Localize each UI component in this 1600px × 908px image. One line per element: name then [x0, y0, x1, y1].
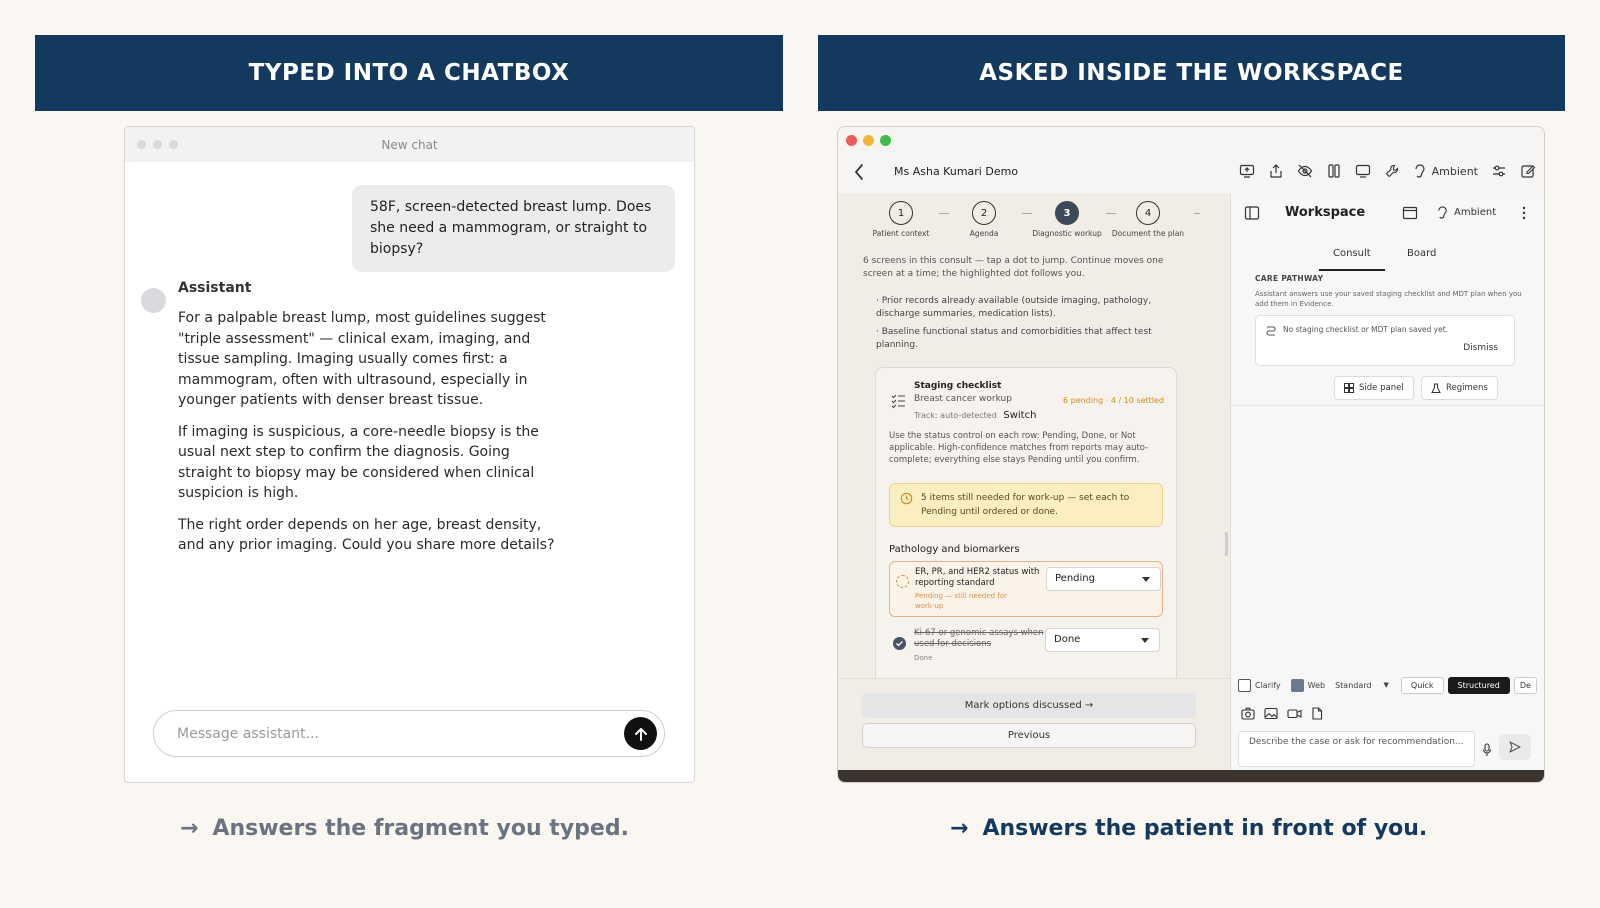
- step-label: Patient context: [872, 229, 930, 238]
- switch-track-link[interactable]: Switch: [1003, 410, 1037, 421]
- document-icon[interactable]: [1311, 707, 1323, 720]
- window-controls: [137, 140, 178, 149]
- image-icon[interactable]: [1264, 707, 1278, 720]
- monitor-icon[interactable]: [1355, 163, 1371, 179]
- columns-icon[interactable]: [1326, 163, 1342, 179]
- step-label: Diagnostic workup: [1032, 229, 1102, 238]
- context-bullets: [876, 295, 1171, 357]
- wrench-icon[interactable]: [1384, 163, 1400, 179]
- tab-consult[interactable]: Consult: [1319, 248, 1385, 271]
- eye-off-icon[interactable]: [1297, 163, 1313, 179]
- row-status-note: Done: [914, 654, 933, 662]
- workspace-titlebar: [838, 127, 1544, 153]
- bullet-item: · Baseline functional status and comorbidities that affect test planning.: [876, 327, 1152, 350]
- status-select-value: Pending: [1055, 573, 1095, 584]
- assistant-message: [178, 308, 563, 567]
- step-patient-context[interactable]: [856, 201, 946, 238]
- attachment-toolbar: [1241, 707, 1323, 720]
- warning-text: 5 items still needed for work-up — set each to Pending until ordered or done.: [921, 493, 1130, 517]
- chat-window-title: New chat: [381, 137, 438, 152]
- staging-title: Staging checklist: [914, 381, 1002, 391]
- side-ambient-label: Ambient: [1454, 207, 1497, 218]
- mark-options-discussed-button[interactable]: Mark options discussed →: [862, 693, 1196, 718]
- previous-button[interactable]: Previous: [862, 723, 1196, 748]
- chat-titlebar: [125, 127, 694, 162]
- share-icon[interactable]: [1268, 163, 1284, 179]
- step-number: 2: [972, 201, 996, 225]
- row-status-note: Pending — still needed for work-up: [915, 592, 1007, 610]
- row-title: Ki-67 or genomic assays when used for decisions: [914, 628, 1044, 649]
- chevron-down-icon: [1142, 577, 1150, 582]
- check-circle-icon: [893, 637, 906, 650]
- clarify-label: Clarify: [1255, 680, 1281, 690]
- clarify-checkbox[interactable]: [1238, 679, 1251, 692]
- stepper-note: 6 screens in this consult — tap a dot to jump. Continue moves one screen at a time; the highlighted dot follows you.: [863, 256, 1164, 279]
- microphone-icon[interactable]: [1482, 743, 1492, 757]
- step-diagnostic-workup[interactable]: [1022, 201, 1112, 238]
- dismiss-button[interactable]: Dismiss: [1463, 343, 1498, 353]
- ambient-label: Ambient: [1431, 164, 1478, 178]
- staging-subtitle: Breast cancer workup: [914, 394, 1012, 404]
- composer-send-button[interactable]: [1499, 734, 1531, 760]
- checklist-row: [889, 625, 1163, 665]
- message-input-placeholder: Message assistant...: [177, 725, 319, 742]
- de-mode-button[interactable]: De: [1514, 677, 1537, 694]
- web-label: Web: [1307, 680, 1326, 690]
- resize-handle[interactable]: [1225, 532, 1228, 556]
- checklist-row: [889, 561, 1163, 617]
- arrow-right-icon: →: [950, 816, 969, 841]
- sliders-icon[interactable]: [1491, 163, 1507, 179]
- standard-select[interactable]: Standard: [1335, 680, 1372, 690]
- side-panel-title: Workspace: [1285, 205, 1366, 220]
- assistant-name: Assistant: [178, 280, 252, 296]
- chat-window: [124, 126, 695, 783]
- close-window-button[interactable]: [846, 135, 857, 146]
- video-icon[interactable]: [1287, 707, 1302, 720]
- step-document-plan[interactable]: [1106, 201, 1190, 238]
- composer-options: [1238, 675, 1544, 695]
- screen-share-icon[interactable]: [1239, 163, 1255, 179]
- pending-summary: 6 pending · 4 / 10 settled: [1063, 396, 1164, 405]
- step-label: Document the plan: [1111, 229, 1185, 238]
- step-number: 1: [889, 201, 913, 225]
- side-panel-header: [1231, 193, 1545, 233]
- staging-description: Use the status control on each row: Pending, Done, or Not applicable. High-confidence matches from reports may auto-complete; everything else stays Pending until you confirm.: [889, 431, 1149, 465]
- maximize-window-button[interactable]: [880, 135, 891, 146]
- ambient-toggle[interactable]: [1413, 163, 1478, 179]
- assistant-composer: [1231, 663, 1545, 783]
- side-panel-button[interactable]: [1334, 376, 1414, 400]
- assistant-paragraph: The right order depends on her age, breast density, and any prior imaging. Could you share more details?: [178, 516, 555, 553]
- pending-status-icon: [896, 575, 909, 588]
- side-panel-tabs: [1231, 241, 1545, 271]
- bullet-item: · Prior records already available (outside imaging, pathology, discharge summaries, medication lists).: [876, 296, 1152, 319]
- minimize-window-button[interactable]: [863, 135, 874, 146]
- care-pathway-description: Assistant answers use your saved staging checklist and MDT plan when you add them in Evidence.: [1255, 290, 1522, 308]
- left-caption-text: Answers the fragment you typed.: [212, 816, 629, 841]
- assistant-paragraph: For a palpable breast lump, most guidelines suggest "triple assessment" — clinical exam, imaging, and tissue sampling. Imaging usually comes first: a mammogram, often with ultrasound, especially in younger patients with denser breast tissue.: [178, 310, 546, 408]
- quick-mode-button[interactable]: Quick: [1401, 677, 1444, 694]
- chevron-down-icon[interactable]: ▼: [1383, 681, 1389, 689]
- left-caption: [180, 816, 629, 841]
- right-caption: [950, 816, 1427, 841]
- structured-mode-button[interactable]: Structured: [1448, 677, 1510, 694]
- web-checkbox[interactable]: [1291, 679, 1304, 692]
- consult-stepper: [856, 201, 1216, 251]
- side-panel-button-label: Side panel: [1359, 383, 1404, 393]
- workspace-header: [838, 153, 1544, 193]
- left-banner: TYPED INTO A CHATBOX: [35, 35, 783, 111]
- workspace-window: [837, 126, 1545, 783]
- step-label: Agenda: [969, 229, 999, 238]
- message-input[interactable]: [153, 710, 665, 757]
- right-banner: ASKED INSIDE THE WORKSPACE: [818, 35, 1565, 111]
- more-vertical-icon[interactable]: [1521, 205, 1527, 221]
- user-message: 58F, screen-detected breast lump. Does she need a mammogram, or straight to biopsy?: [352, 185, 675, 272]
- workspace-side-panel: [1230, 193, 1545, 783]
- route-icon: [1265, 324, 1277, 336]
- staging-checklist-card: [875, 367, 1177, 678]
- care-pathway-label: CARE PATHWAY: [1255, 274, 1324, 283]
- ear-icon: [1413, 163, 1427, 179]
- send-button[interactable]: [624, 717, 657, 750]
- workup-warning: [889, 483, 1163, 527]
- chevron-down-icon: [1141, 638, 1149, 643]
- track-label: Track: auto-detected: [914, 411, 997, 420]
- arrow-right-icon: →: [180, 816, 199, 841]
- edit-icon[interactable]: [1520, 163, 1536, 179]
- window-icon[interactable]: [1402, 205, 1418, 221]
- care-pathway-card: [1255, 315, 1515, 366]
- status-select[interactable]: [1045, 628, 1160, 652]
- desktop-background-strip: [838, 770, 1545, 782]
- status-select-value: Done: [1054, 634, 1081, 645]
- ear-icon: [1436, 205, 1449, 220]
- checklist-icon: [890, 393, 906, 409]
- send-icon: [1508, 740, 1522, 754]
- regimens-button-label: Regimens: [1446, 383, 1488, 393]
- side-ambient-toggle[interactable]: [1436, 205, 1496, 220]
- assistant-paragraph: If imaging is suspicious, a core-needle biopsy is the usual next step to confirm the diagnosis. Going straight to biopsy may be considered when clinical suspicion is high.: [178, 423, 539, 501]
- composer-input[interactable]: Describe the case or ask for recommendation...: [1238, 731, 1475, 767]
- header-toolbar: [1239, 163, 1536, 179]
- chevron-left-icon[interactable]: [852, 162, 866, 182]
- regimens-button[interactable]: [1421, 376, 1498, 400]
- clock-icon: [900, 492, 913, 505]
- care-pathway-empty-note: No staging checklist or MDT plan saved yet.: [1283, 325, 1449, 334]
- arrow-up-icon: [633, 726, 649, 742]
- flask-icon: [1431, 383, 1441, 394]
- status-select[interactable]: [1046, 567, 1161, 591]
- consult-scroll-area[interactable]: [838, 291, 1230, 678]
- step-agenda[interactable]: [939, 201, 1029, 238]
- staging-track: [914, 410, 1036, 421]
- row-title: ER, PR, and HER2 status with reporting standard: [915, 567, 1040, 588]
- right-caption-text: Answers the patient in front of you.: [982, 816, 1428, 841]
- consult-column: [838, 193, 1230, 783]
- step-number: 4: [1136, 201, 1160, 225]
- step-number: 3: [1055, 201, 1079, 225]
- assistant-avatar: [141, 288, 166, 313]
- tab-board[interactable]: Board: [1407, 248, 1437, 259]
- sidebar-toggle-icon[interactable]: [1244, 205, 1260, 221]
- patient-name: Ms Asha Kumari Demo: [894, 165, 1019, 178]
- divider: [1231, 405, 1545, 406]
- grid-icon: [1344, 383, 1354, 393]
- section-title: Pathology and biomarkers: [889, 544, 1020, 555]
- camera-icon[interactable]: [1241, 707, 1255, 720]
- consult-footer: [838, 678, 1230, 783]
